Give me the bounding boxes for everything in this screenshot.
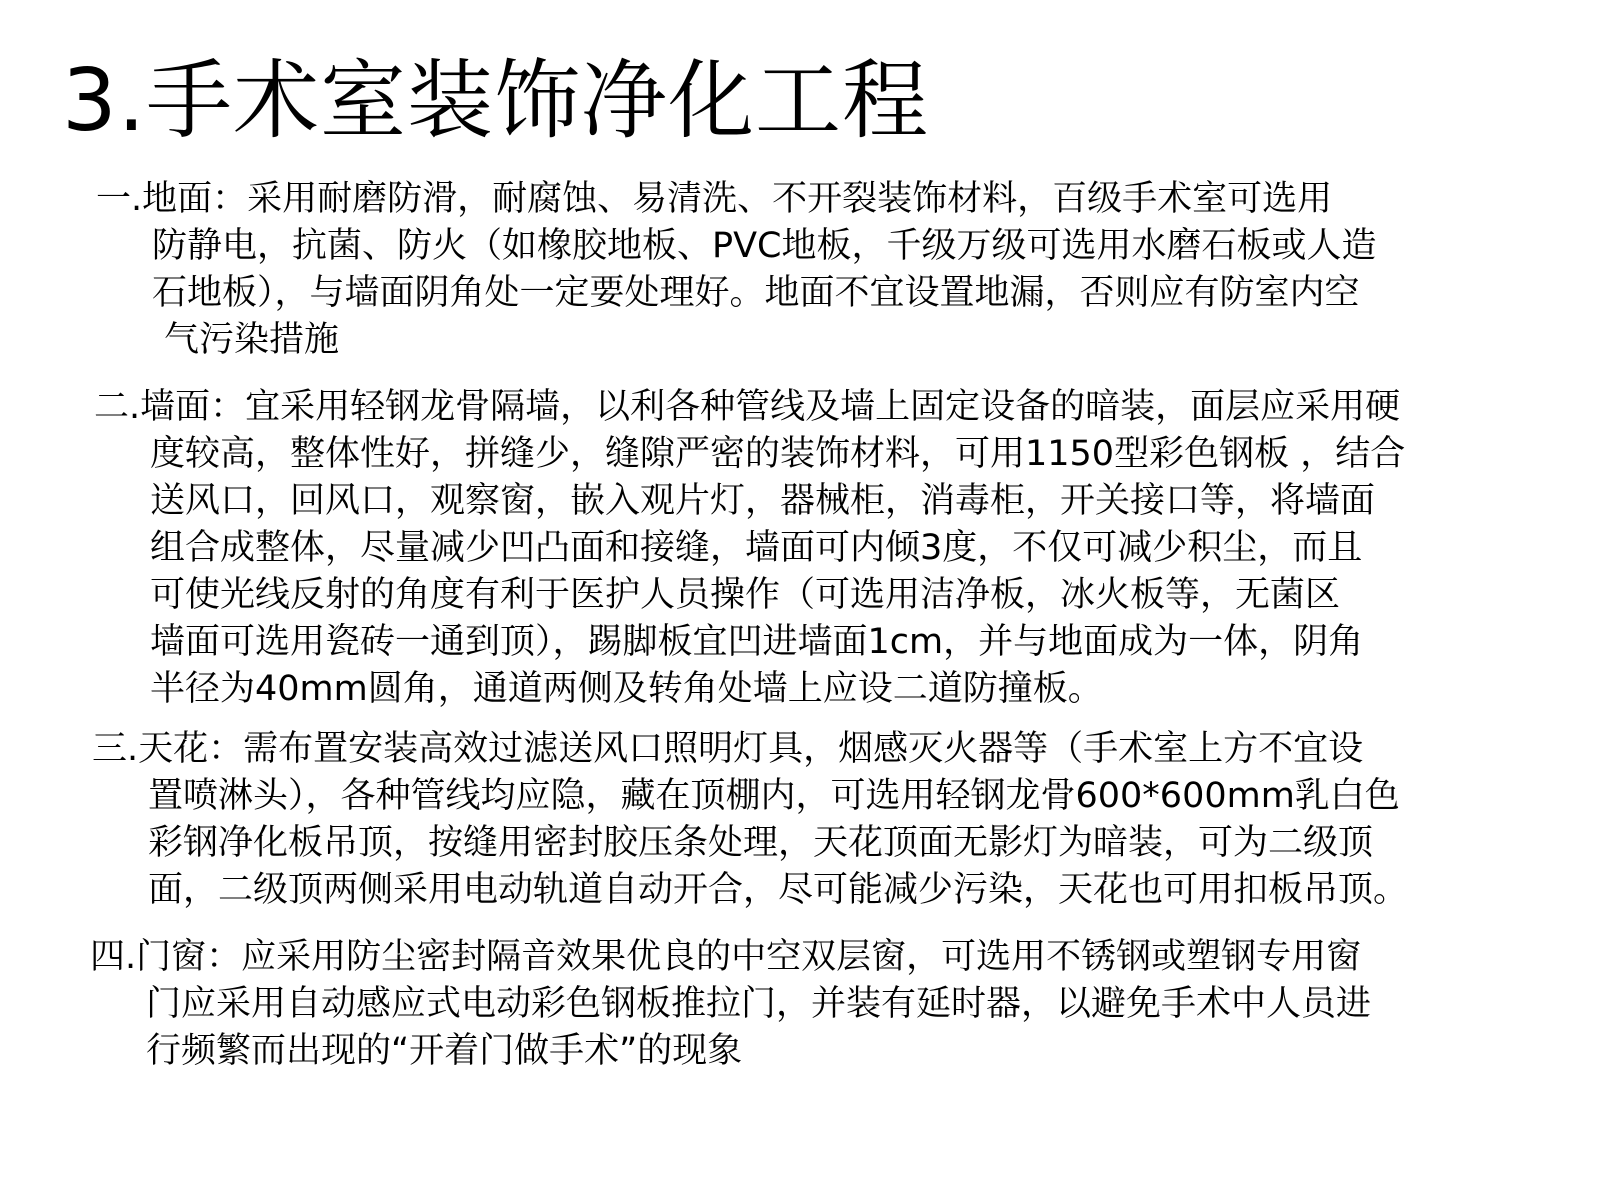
section-line: 门应采用自动感应式电动彩色钢板推拉门，并装有延时器，以避免手术中人员进 bbox=[146, 984, 1372, 1024]
section-doors-windows bbox=[90, 934, 1371, 1075]
section-line: 可使光线反射的角度有利于医护人员操作（可选用洁净板，冰火板等，无菌区 bbox=[150, 575, 1341, 615]
section-line: 石地板），与墙面阴角处一定要处理好。地面不宜设置地漏，否则应有防室内空 bbox=[152, 273, 1360, 313]
section-line: 组合成整体，尽量减少凹凸面和接缝，墙面可内倾3度，不仅可减少积尘，而且 bbox=[150, 528, 1363, 568]
section-line: 二.墙面：宜采用轻钢龙骨隔墙，以利各种管线及墙上固定设备的暗装，面层应采用硬 bbox=[94, 387, 1401, 427]
section-line: 度较高，整体性好，拼缝少，缝隙严密的装饰材料，可用1150型彩色钢板 ，结合 bbox=[150, 434, 1406, 474]
section-ceiling bbox=[92, 726, 1408, 914]
section-line: 墙面可选用瓷砖一通到顶），踢脚板宜凹进墙面1cm，并与地面成为一体，阴角 bbox=[150, 622, 1364, 662]
section-line: 三.天花：需布置安装高效过滤送风口照明灯具，烟感灭火器等（手术室上方不宜设 bbox=[92, 729, 1364, 769]
slide-title: 3.手术室装饰净化工程 bbox=[62, 51, 930, 151]
section-line: 防静电，抗菌、防火（如橡胶地板、PVC地板，千级万级可选用水磨石板或人造 bbox=[152, 226, 1377, 266]
section-line: 置喷淋头），各种管线均应隐，藏在顶棚内，可选用轻钢龙骨600*600mm乳白色 bbox=[148, 776, 1400, 816]
section-line: 面，二级顶两侧采用电动轨道自动开合，尽可能减少污染，天花也可用扣板吊顶。 bbox=[148, 870, 1409, 910]
section-line: 半径为40mm圆角，通道两侧及转角处墙上应设二道防撞板。 bbox=[150, 669, 1103, 709]
section-line: 行频繁而出现的“开着门做手术”的现象 bbox=[146, 1031, 743, 1071]
section-line: 一.地面：采用耐磨防滑，耐腐蚀、易清洗、不开裂装饰材料，百级手术室可选用 bbox=[96, 179, 1333, 219]
section-line: 送风口，回风口，观察窗，嵌入观片灯，器械柜，消毒柜，开关接口等，将墙面 bbox=[150, 481, 1376, 521]
section-wall bbox=[94, 384, 1405, 713]
section-floor bbox=[96, 176, 1377, 364]
section-line: 四.门窗：应采用防尘密封隔音效果优良的中空双层窗，可选用不锈钢或塑钢专用窗 bbox=[90, 937, 1362, 977]
section-line: 气污染措施 bbox=[164, 320, 340, 360]
section-line: 彩钢净化板吊顶，按缝用密封胶压条处理，天花顶面无影灯为暗装，可为二级顶 bbox=[148, 823, 1374, 863]
